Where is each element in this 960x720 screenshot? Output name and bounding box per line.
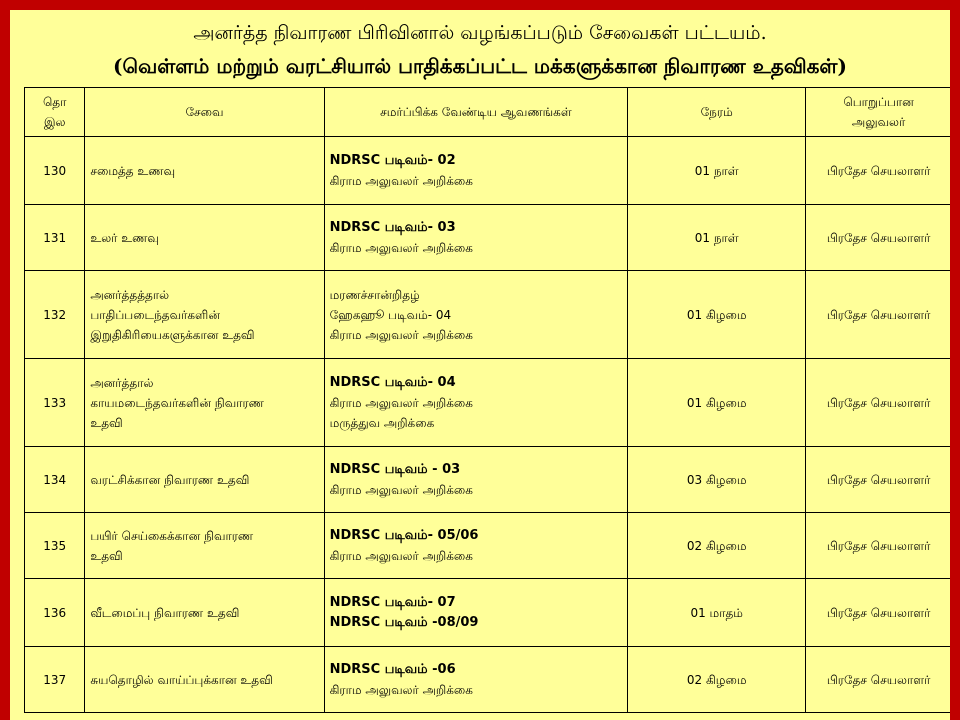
header-officer-line: அலுவலர் xyxy=(851,115,906,129)
documents-cell xyxy=(324,647,628,713)
service-line: வீடமைப்பு நிவாரண உதவி xyxy=(90,605,240,620)
service-line: உதவி xyxy=(90,415,123,430)
documents-cell xyxy=(324,359,628,447)
time-cell: 01 நாள் xyxy=(628,137,806,205)
documents-cell xyxy=(324,137,628,205)
document-line: NDRSC படிவம் -06 xyxy=(329,661,456,677)
officer-cell: பிரதேச செயலாளர் xyxy=(806,513,950,579)
table-row xyxy=(25,513,951,579)
service-line: அனர்த்தத்தால் xyxy=(90,287,170,302)
header-officer xyxy=(806,88,950,137)
service-line: இறுதிகிரியைகளுக்கான உதவி xyxy=(90,327,255,342)
officer-cell: பிரதேச செயலாளர் xyxy=(806,447,950,513)
service-cell xyxy=(85,271,324,359)
document-line: கிராம அலுவலர் அறிக்கை xyxy=(329,548,473,563)
document-line: கிராம அலுவலர் அறிக்கை xyxy=(329,327,473,342)
officer-cell: பிரதேச செயலாளர் xyxy=(806,271,950,359)
time-cell: 02 கிழமை xyxy=(628,647,806,713)
document-line: NDRSC படிவம்- 04 xyxy=(329,374,456,390)
header-number xyxy=(25,88,85,137)
table-row xyxy=(25,271,951,359)
service-cell xyxy=(85,137,324,205)
table-row xyxy=(25,579,951,647)
row-number: 130 xyxy=(25,137,85,205)
time-cell: 01 கிழமை xyxy=(628,359,806,447)
row-number: 131 xyxy=(25,205,85,271)
documents-cell xyxy=(324,513,628,579)
document-line: NDRSC படிவம்- 03 xyxy=(329,219,456,235)
service-line: அனர்த்தால் xyxy=(90,375,154,390)
service-line: சுயதொழில் வாய்ப்புக்கான உதவி xyxy=(90,672,273,687)
table-row xyxy=(25,447,951,513)
header-service: சேவை xyxy=(85,88,324,137)
service-line: உலர் உணவு xyxy=(90,230,159,245)
table-row xyxy=(25,647,951,713)
officer-cell: பிரதேச செயலாளர் xyxy=(806,205,950,271)
time-cell: 03 கிழமை xyxy=(628,447,806,513)
services-table xyxy=(24,87,950,713)
table-row xyxy=(25,359,951,447)
service-cell xyxy=(85,579,324,647)
table-row xyxy=(25,205,951,271)
document-line: NDRSC படிவம் -08/09 xyxy=(329,614,479,630)
header-time: நேரம் xyxy=(628,88,806,137)
header-number-line: தொ xyxy=(42,95,67,109)
officer-cell: பிரதேச செயலாளர் xyxy=(806,137,950,205)
time-cell: 02 கிழமை xyxy=(628,513,806,579)
table-header-row xyxy=(25,88,951,137)
time-cell: 01 கிழமை xyxy=(628,271,806,359)
time-cell: 01 நாள் xyxy=(628,205,806,271)
document-line: NDRSC படிவம்- 07 xyxy=(329,594,456,610)
document-line: NDRSC படிவம் - 03 xyxy=(329,461,461,477)
row-number: 134 xyxy=(25,447,85,513)
table-row xyxy=(25,137,951,205)
documents-cell xyxy=(324,579,628,647)
header-documents: சமர்ப்பிக்க வேண்டிய ஆவணங்கள் xyxy=(324,88,628,137)
document-line: மரணச்சான்றிதழ் xyxy=(329,287,420,302)
document-line: கிராம அலுவலர் அறிக்கை xyxy=(329,240,473,255)
service-line: வரட்சிக்கான நிவாரண உதவி xyxy=(90,472,250,487)
service-cell xyxy=(85,647,324,713)
document-line: NDRSC படிவம்- 02 xyxy=(329,152,456,168)
document-line: NDRSC படிவம்- 05/06 xyxy=(329,527,479,543)
row-number: 137 xyxy=(25,647,85,713)
service-line: உதவி xyxy=(90,548,123,563)
document-line: கிராம அலுவலர் அறிக்கை xyxy=(329,482,473,497)
document-line: மருத்துவ அறிக்கை xyxy=(329,415,435,430)
title-line-1: அனர்த்த நிவாரண பிரிவினால் வழங்கப்படும் சேவைகள் பட்டயம். xyxy=(193,22,767,44)
slide xyxy=(10,10,950,720)
document-line: கிராம அலுவலர் அறிக்கை xyxy=(329,173,473,188)
time-cell: 01 மாதம் xyxy=(628,579,806,647)
documents-cell xyxy=(324,447,628,513)
service-cell xyxy=(85,513,324,579)
row-number: 135 xyxy=(25,513,85,579)
document-line: கிராம அலுவலர் அறிக்கை xyxy=(329,395,473,410)
service-line: சமைத்த உணவு xyxy=(90,163,176,178)
row-number: 133 xyxy=(25,359,85,447)
documents-cell xyxy=(324,271,628,359)
title-line-2: (வெள்ளம் மற்றும் வரட்சியால் பாதிக்கப்பட்ட மக்களுக்கான நிவாரண உதவிகள்) xyxy=(113,54,847,78)
documents-cell xyxy=(324,205,628,271)
officer-cell: பிரதேச செயலாளர் xyxy=(806,359,950,447)
service-cell xyxy=(85,447,324,513)
officer-cell: பிரதேச செயலாளர் xyxy=(806,647,950,713)
row-number: 136 xyxy=(25,579,85,647)
service-line: பாதிப்படைந்தவர்களின் xyxy=(90,307,220,322)
header-number-line: இல xyxy=(43,115,66,129)
service-line: காயமடைந்தவர்களின் நிவாரண xyxy=(90,395,264,410)
document-line: கிராம அலுவலர் அறிக்கை xyxy=(329,682,473,697)
header-officer-line: பொறுப்பான xyxy=(843,95,914,109)
row-number: 132 xyxy=(25,271,85,359)
service-cell xyxy=(85,205,324,271)
service-line: பயிர் செய்கைக்கான நிவாரண xyxy=(90,528,254,543)
document-line: ஹேகஹூ படிவம்- 04 xyxy=(329,307,452,322)
officer-cell: பிரதேச செயலாளர் xyxy=(806,579,950,647)
service-cell xyxy=(85,359,324,447)
